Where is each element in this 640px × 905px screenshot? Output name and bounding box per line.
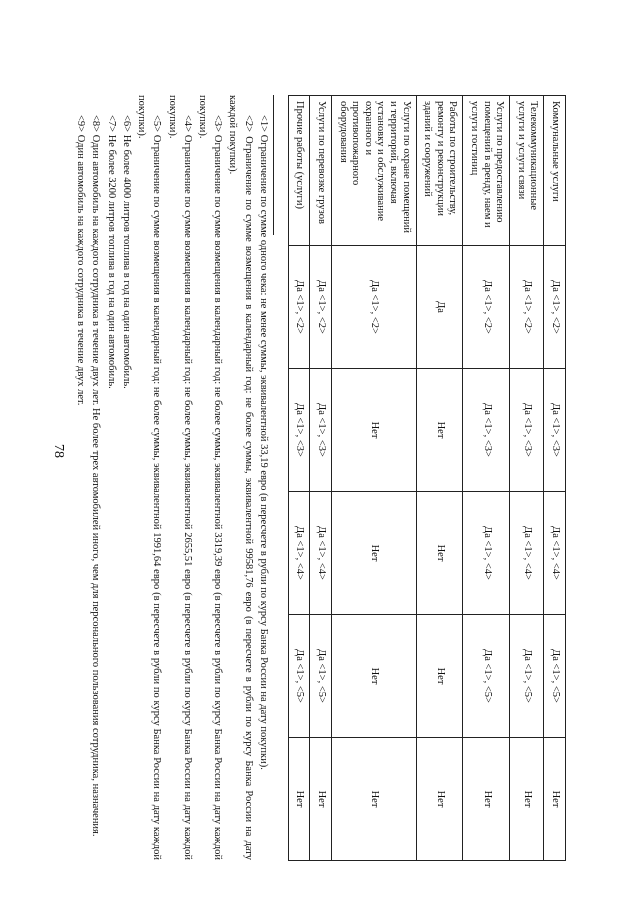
table-cell: Да <1>, <4> (463, 492, 510, 615)
table-cell: Нет (416, 492, 463, 615)
table-cell: Да <1>, <4> (544, 492, 566, 615)
table-cell: Да <1>, <5> (544, 615, 566, 738)
table-cell: Нет (332, 738, 417, 861)
table-cell: Да <1>, <5> (288, 615, 310, 738)
footnote-1: <1> Ограничение по сумме одного чека: не менее суммы, эквивалентной 33,19 евро (в пересчете в рубли по курсу Банка России на дату покупки). (257, 115, 269, 770)
footnote-9: <9> Один автомобиль на каждого сотрудника в течение двух лет. (75, 115, 87, 406)
table-cell: Да <1>, <3> (544, 369, 566, 492)
table-row (310, 96, 332, 861)
table-cell: Да <1>, <2> (310, 246, 332, 369)
footnote-4: <4> Ограничение по сумме возмещения в календарный год: не более суммы, эквивалентной 2655,51 евро (в пересчете в рубли по курсу Банка России на дату каждой покупки). (166, 95, 193, 860)
table-cell: Да <1>, <5> (510, 615, 544, 738)
table-cell: Да <1>, <3> (288, 369, 310, 492)
footnote-separator (273, 95, 274, 235)
table-cell: Нет (416, 369, 463, 492)
table-cell: Да (416, 246, 463, 369)
table-row (544, 96, 566, 861)
table-cell: Нет (310, 738, 332, 861)
table-cell: Работы по строительству, ремонту и реконструкции зданий и сооружений (416, 96, 463, 246)
footnote-7: <7> Не более 3200 литров топлива в год на один автомобиль. (105, 115, 117, 389)
table-cell: Да <1>, <2> (510, 246, 544, 369)
table-cell: Да <1>, <4> (288, 492, 310, 615)
table-cell: Да <1>, <2> (332, 246, 417, 369)
table-cell: Нет (416, 615, 463, 738)
table-cell: Нет (544, 738, 566, 861)
footnotes (73, 95, 271, 860)
table-row (332, 96, 417, 861)
table-cell: Да <1>, <2> (544, 246, 566, 369)
table-cell: Телекоммуникационные услуги и услуги связи (510, 96, 544, 246)
table-cell: Да <1>, <5> (463, 615, 510, 738)
table-row (416, 96, 463, 861)
table-cell: Услуги по охране помещений и территорий, включая установку и обслуживание охранного и противопожарного оборудования (332, 96, 417, 246)
table-cell: Да <1>, <4> (510, 492, 544, 615)
table-cell: Да <1>, <3> (510, 369, 544, 492)
table-cell: Нет (332, 369, 417, 492)
table-cell: Да <1>, <2> (463, 246, 510, 369)
table-cell: Услуги по предоставлению помещений в аренду, наем и услуги гостиниц (463, 96, 510, 246)
table-cell: Да <1>, <3> (463, 369, 510, 492)
footnote-6: <6> Не более 4000 литров топлива в год на один автомобиль. (120, 115, 132, 389)
table-row (510, 96, 544, 861)
footnote-3: <3> Ограничение по сумме возмещения в календарный год: не более суммы, эквивалентной 3319,39 евро (в пересчете в рубли по курсу Банка России на дату каждой покупки). (197, 95, 224, 860)
table-cell: Нет (332, 492, 417, 615)
table-row (288, 96, 310, 861)
table-cell: Нет (288, 738, 310, 861)
table-cell: Нет (416, 738, 463, 861)
table-row (463, 96, 510, 861)
footnote-5: <5> Ограничение по сумме возмещения в календарный год: не более суммы, эквивалентной 1991,64 евро (в пересчете в рубли по курсу Банка России на дату каждой покупки). (136, 95, 163, 860)
table-cell: Да <1>, <3> (310, 369, 332, 492)
table-cell: Да <1>, <2> (288, 246, 310, 369)
table-cell: Нет (463, 738, 510, 861)
footnote-8: <8> Один автомобиль на каждого сотрудника в течение двух лет. Не более трех автомобилей иного, чем для персонального пользования сотрудника, назначения. (90, 115, 102, 837)
table-cell: Коммунальные услуги (544, 96, 566, 246)
page-number: 78 (51, 444, 66, 458)
table-cell: Нет (332, 615, 417, 738)
table-cell: Нет (510, 738, 544, 861)
table-cell: Услуги по перевозке грузов (310, 96, 332, 246)
rotated-page-content (75, 95, 566, 860)
table-cell: Прочие работы (услуги) (288, 96, 310, 246)
benefits-table (288, 95, 566, 861)
table-cell: Да <1>, <4> (310, 492, 332, 615)
table-cell: Да <1>, <5> (310, 615, 332, 738)
footnote-2: <2> Ограничение по сумме возмещения в календарный год: не более суммы, эквивалентной 99581,76 евро (в пересчете в рубли по курсу Банка России на дату каждой покупки). (227, 95, 254, 860)
